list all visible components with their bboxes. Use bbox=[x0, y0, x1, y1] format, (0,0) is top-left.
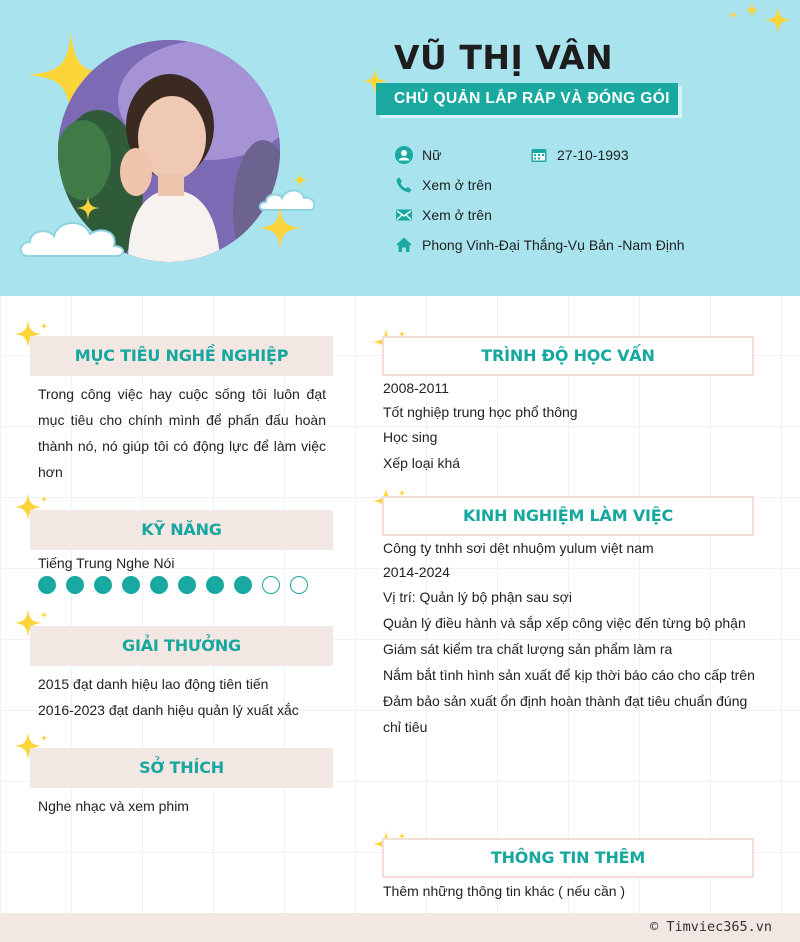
email-value[interactable]: Xem ở trên bbox=[422, 207, 492, 223]
experience-line: Quản lý điều hành và sắp xếp công việc đến từng bộ phận bbox=[383, 615, 746, 631]
birthday-value: 27-10-1993 bbox=[557, 147, 629, 163]
sparkle-icon bbox=[728, 10, 738, 20]
phone-icon bbox=[395, 176, 413, 194]
objective-title: MỤC TIÊU NGHỀ NGHIỆP bbox=[30, 336, 333, 376]
education-title: TRÌNH ĐỘ HỌC VẤN bbox=[382, 336, 754, 376]
footer-bar bbox=[0, 913, 800, 942]
gender-value: Nữ bbox=[422, 147, 442, 163]
skill-level-dot bbox=[262, 576, 280, 594]
education-major: Học sing bbox=[383, 429, 438, 445]
experience-line: Nắm bắt tình hình sản xuất để kịp thời báo cáo cho cấp trên bbox=[383, 667, 755, 683]
hobbies-title: SỞ THÍCH bbox=[30, 748, 333, 788]
home-icon bbox=[395, 236, 413, 254]
experience-line: Giám sát kiểm tra chất lượng sản phẩm làm ra bbox=[383, 641, 673, 657]
skill-level-dot bbox=[290, 576, 308, 594]
skill-level-dot bbox=[38, 576, 56, 594]
awards-title: GIẢI THƯỞNG bbox=[30, 626, 333, 666]
skill-level-dot bbox=[178, 576, 196, 594]
skill-level-dot bbox=[206, 576, 224, 594]
address-value: Phong Vinh-Đại Thắng-Vụ Bản -Nam Định bbox=[422, 237, 685, 253]
sparkle-icon bbox=[744, 2, 760, 18]
skill-level-dot bbox=[234, 576, 252, 594]
sparkle-icon bbox=[292, 172, 308, 188]
experience-line: Đảm bảo sản xuất ổn định hoàn thành đạt tiêu chuẩn đúng bbox=[383, 693, 748, 709]
experience-line: chỉ tiêu bbox=[383, 719, 428, 735]
education-grade: Xếp loại khá bbox=[383, 455, 461, 471]
award-item: 2016-2023 đạt danh hiệu quản lý xuất xắc bbox=[38, 702, 299, 718]
experience-company: Công ty tnhh sơi dệt nhuộm yulum việt nam bbox=[383, 540, 654, 556]
education-period: 2008-2011 bbox=[383, 380, 449, 396]
skill-level-dot bbox=[122, 576, 140, 594]
skill-level-dot bbox=[150, 576, 168, 594]
phone-value[interactable]: Xem ở trên bbox=[422, 177, 492, 193]
skill-name: Tiếng Trung Nghe Nói bbox=[38, 555, 175, 571]
sparkle-icon bbox=[76, 196, 100, 220]
header-scallop bbox=[0, 268, 800, 302]
skills-title: KỸ NĂNG bbox=[30, 510, 333, 550]
user-icon bbox=[395, 146, 413, 164]
extra-text: Thêm những thông tin khác ( nếu cần ) bbox=[383, 883, 626, 899]
award-item: 2015 đạt danh hiệu lao động tiên tiến bbox=[38, 676, 269, 692]
job-title: CHỦ QUẢN LẮP RÁP VÀ ĐÓNG GÓI bbox=[376, 83, 678, 115]
sparkle-icon bbox=[258, 206, 302, 250]
cloud-decoration bbox=[18, 212, 128, 262]
email-icon bbox=[395, 206, 413, 224]
education-school: Tốt nghiệp trung học phổ thông bbox=[383, 404, 578, 420]
sparkle-icon bbox=[764, 6, 792, 34]
experience-line: Vị trí: Quản lý bộ phận sau sợi bbox=[383, 589, 572, 605]
skill-level-dot bbox=[66, 576, 84, 594]
candidate-name: VŨ THỊ VÂN bbox=[394, 38, 614, 77]
calendar-icon bbox=[530, 146, 548, 164]
hobbies-text: Nghe nhạc và xem phim bbox=[38, 798, 189, 814]
experience-title: KINH NGHIỆM LÀM VIỆC bbox=[382, 496, 754, 536]
skill-level-dot bbox=[94, 576, 112, 594]
objective-text: Trong công việc hay cuộc sống tôi luôn đạt mục tiêu cho chính mình để phấn đấu hoàn thành nó, nó giúp tôi có động lực để làm việc hơn bbox=[38, 386, 326, 480]
extra-title: THÔNG TIN THÊM bbox=[382, 838, 754, 878]
experience-period: 2014-2024 bbox=[383, 564, 450, 580]
copyright-text[interactable]: © Timviec365.vn bbox=[650, 919, 772, 935]
